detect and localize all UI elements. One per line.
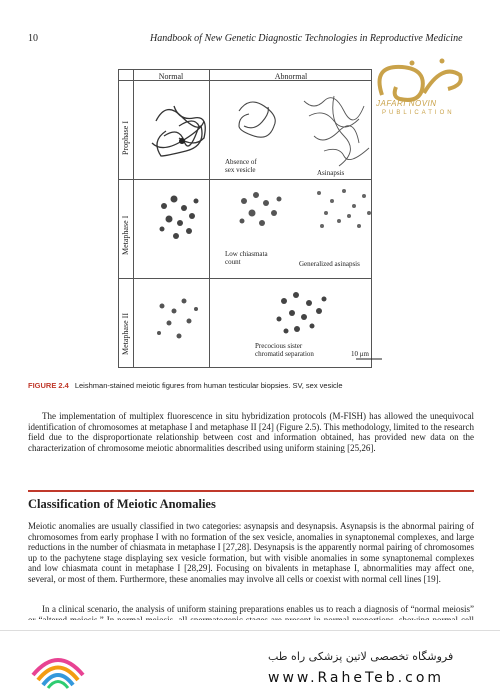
figure-grid <box>118 69 372 368</box>
row-label-metaphase-1: Metaphase I <box>121 215 130 255</box>
label-low-chiasmata: Low chiasmata count <box>225 250 268 266</box>
row-label-metaphase-2: Metaphase II <box>121 313 130 355</box>
footer-url-link[interactable]: www.RaheTeb.com <box>268 670 445 686</box>
label-asinapsis: Asinapsis <box>317 169 345 177</box>
scale-bar-label: 10 μm <box>351 350 369 358</box>
publisher-sub: PUBLICATION <box>382 110 455 116</box>
label-absence-sex-vesicle: Absence of sex vesicle <box>225 158 257 174</box>
label-precocious: Precocious sister chromatid separation <box>255 342 314 358</box>
body-paragraph-3: In a clinical scenario, the analysis of uniform staining preparations enables us to reach a diagnosis of “normal meiosis” <box>42 604 474 614</box>
row-label-prophase: Prophase I <box>121 121 130 155</box>
running-head: Handbook of New Genetic Diagnostic Technologies in Reproductive Medicine <box>150 33 463 44</box>
footer-divider <box>0 630 500 631</box>
column-header-normal: Normal <box>158 72 184 81</box>
bookstore-logo-icon <box>28 640 88 690</box>
figure-caption-label: FIGURE 2.4 <box>28 381 69 390</box>
label-generalized-asinapsis: Generalized asinapsis <box>299 260 360 268</box>
body-paragraph-1: The implementation of multiplex fluorescence in situ hybridization protocols (M-FISH) has allowed the unequivocal identification of chromosomes at metaphase I and metaphase II [24] (Figure 2.5). This methodology, limited to the research field due to the disproportionate relationship between cost and information obtained, has provided new data on the characterization of chromosome meiotic abnormalities described using uniform staining [25,26]. <box>28 411 474 453</box>
page-number: 10 <box>28 33 38 44</box>
column-header-abnormal: Abnormal <box>274 72 308 81</box>
figure-caption <box>28 381 343 390</box>
section-title: Classification of Meiotic Anomalies <box>28 497 216 511</box>
publisher-brand: JAFARI NOVIN <box>376 99 437 108</box>
micrograph-panels <box>134 81 387 368</box>
body-paragraph-2: Meiotic anomalies are usually classified in two categories: asynapsis and desynapsis. Asynapsis is the abnormal pairing of chromosomes from early prophase I with no formation of the sex vesicle, anomalies in synaptonemal complexes, and large reductions in the number of chiasmata in metaphase I [27,28]. Desynapsis is the apparently normal pairing of chromosomes up to the pachytene stage displaying sex vesicle formation, but with visible anomalies in some synaptonemal complexes and low chiasmata count in metaphase I [28,29]. Focusing on bivalents in metaphase I, abnormalities may affect one, several, or most of them. Furthermore, these anomalies may involve all cells or coexist with normal cell lines [19]. <box>28 521 474 584</box>
footer-persian-text: فروشگاه تخصصی لاتین پزشکی راه طب <box>268 650 454 663</box>
figure-caption-text: Leishman-stained meiotic figures from human testicular biopsies. SV, sex vesicle <box>74 381 343 390</box>
